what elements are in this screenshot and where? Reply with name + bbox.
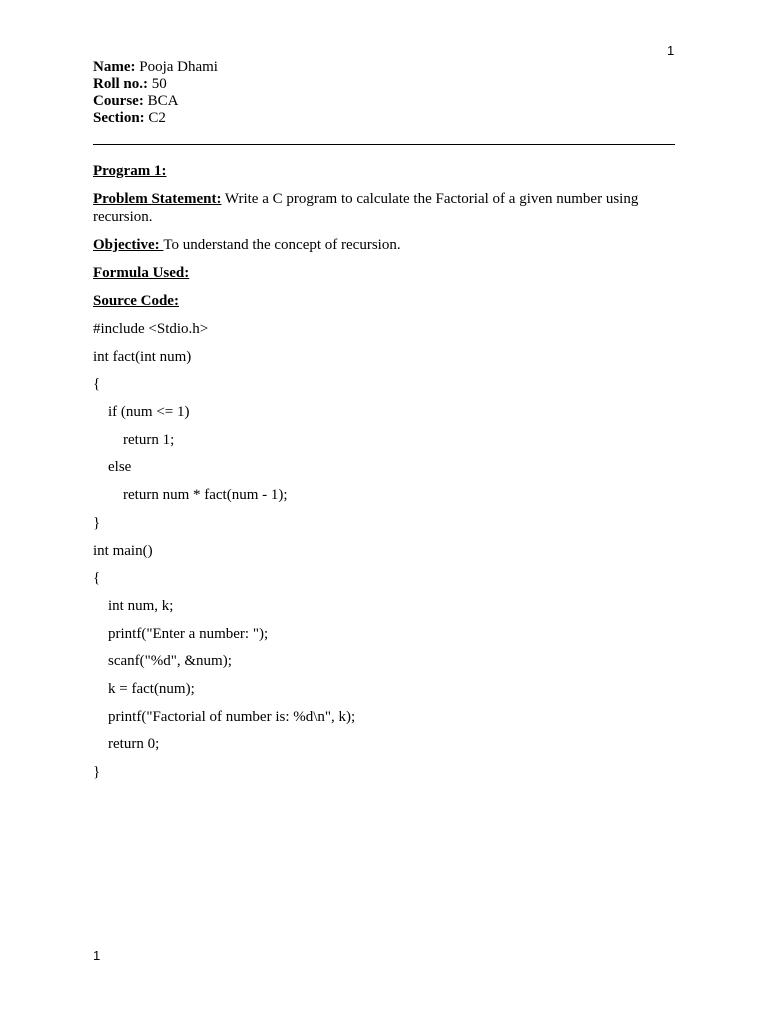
- code-line: if (num <= 1): [108, 404, 190, 421]
- course-value: BCA: [143, 93, 179, 109]
- roll-value: 50: [148, 76, 167, 92]
- code-line: }: [93, 514, 101, 531]
- objective-text: To understand the concept of recursion.: [163, 237, 401, 253]
- source-code-heading: [93, 292, 675, 320]
- code-line: else: [108, 459, 132, 476]
- source-code-block: [93, 320, 675, 791]
- course-label: Course:: [93, 93, 144, 109]
- roll-line: [93, 76, 218, 93]
- page-number-top: 1: [667, 43, 675, 58]
- student-info: [93, 59, 218, 127]
- code-line: {: [93, 570, 101, 587]
- program-content: [93, 162, 675, 791]
- code-line: return num * fact(num - 1);: [123, 487, 288, 504]
- objective-label: Objective:: [93, 237, 164, 253]
- page-number-bottom: 1: [93, 948, 101, 963]
- formula-used: [93, 264, 675, 292]
- section-label: Section:: [93, 110, 145, 126]
- code-line: int num, k;: [108, 597, 174, 614]
- code-line: int fact(int num): [93, 348, 192, 365]
- formula-label: Formula Used:: [93, 265, 190, 281]
- code-line: return 0;: [108, 736, 160, 753]
- name-label: Name:: [93, 59, 136, 75]
- code-line: return 1;: [123, 431, 175, 448]
- program-title-paragraph: [93, 162, 675, 190]
- program-title: Program 1:: [93, 163, 167, 179]
- code-line: }: [93, 764, 101, 780]
- objective: [93, 236, 675, 264]
- roll-label: Roll no.:: [93, 76, 149, 92]
- problem-label: Problem Statement:: [93, 191, 222, 207]
- course-line: [93, 93, 218, 110]
- code-line: printf("Factorial of number is: %d\n", k);: [108, 708, 356, 725]
- horizontal-divider: [93, 144, 675, 145]
- code-line: k = fact(num);: [108, 680, 195, 697]
- problem-statement: [93, 190, 675, 236]
- name-value: Pooja Dhami: [135, 59, 218, 75]
- section-value: C2: [144, 110, 166, 126]
- source-label: Source Code:: [93, 293, 179, 309]
- code-line: printf("Enter a number: ");: [108, 625, 269, 642]
- code-line: {: [93, 376, 101, 393]
- code-line: scanf("%d", &num);: [108, 653, 232, 670]
- problem-text: Write a C program to calculate the Factorial of a given number using recursion.: [93, 191, 639, 225]
- code-line: int main(): [93, 542, 153, 559]
- section-line: [93, 110, 218, 127]
- name-line: [93, 59, 218, 76]
- code-line: #include <Stdio.h>: [93, 321, 209, 337]
